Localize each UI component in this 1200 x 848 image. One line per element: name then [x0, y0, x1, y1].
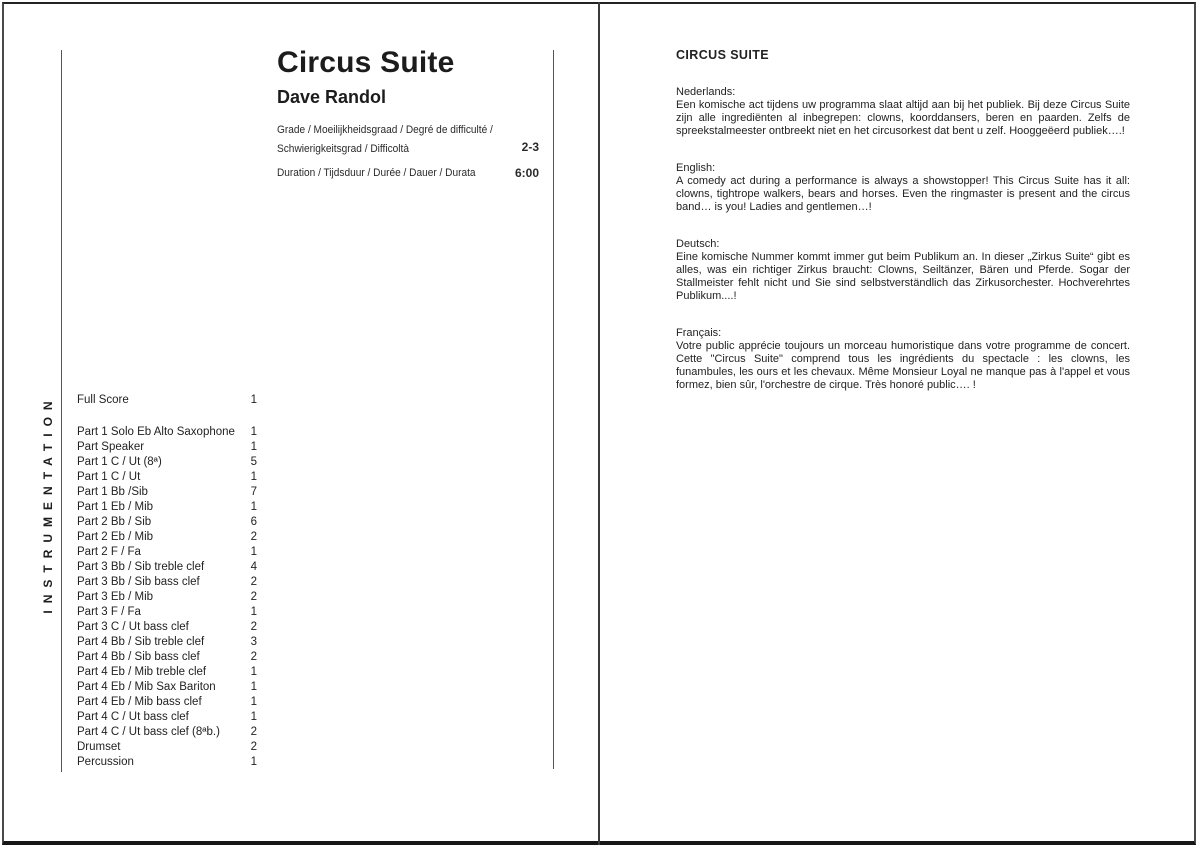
part-name: Part 3 C / Ut bass clef: [77, 621, 189, 633]
part-count: 2: [250, 591, 257, 603]
composer-name: Dave Randol: [277, 87, 387, 107]
language-section: [676, 86, 1130, 138]
language-label: English:: [676, 162, 716, 174]
part-count: 1: [250, 501, 257, 513]
part-row: [77, 605, 257, 620]
part-row: [77, 485, 257, 500]
part-count: 1: [250, 471, 257, 483]
part-count: 1: [250, 546, 257, 558]
part-count: 2: [250, 651, 257, 663]
part-name: Part 2 F / Fa: [77, 546, 141, 558]
part-row: [77, 710, 257, 725]
part-name: Part 4 C / Ut bass clef (8ªb.): [77, 726, 220, 738]
part-name: Percussion: [77, 756, 134, 768]
part-count: 7: [250, 486, 257, 498]
part-name: Part 1 C / Ut (8ª): [77, 456, 162, 468]
part-row: [77, 440, 257, 455]
part-name: Part 3 F / Fa: [77, 606, 141, 618]
part-name: Part 1 Eb / Mib: [77, 501, 154, 513]
part-name: Part 4 Bb / Sib bass clef: [77, 651, 200, 663]
part-name: Part 4 Eb / Mib bass clef: [77, 696, 202, 708]
part-row: [77, 725, 257, 740]
instrumentation-list: [77, 393, 257, 770]
part-row: [77, 530, 257, 545]
parts-rows: [77, 425, 257, 770]
part-row: [77, 455, 257, 470]
grade-value: 2-3: [521, 140, 539, 154]
part-name: Part 4 Bb / Sib treble clef: [77, 636, 205, 648]
notes-heading: CIRCUS SUITE: [676, 48, 770, 62]
grade-label-line2: Schwierigkeitsgrad / Difficoltà: [277, 143, 409, 155]
left-column-rule: [61, 50, 62, 772]
language-paragraph: Votre public apprécie toujours un morceau humoristique dans votre programme de concert. Cette "Circus Suite" comprend tous les ingrédients du spectacle : les clowns, les funambules, les ours et les chevaux. Même Monsieur Loyal ne manque pas à l'appel et vous formez, bien sûr, l'orchestre de cirque. Très honoré public…. !: [676, 340, 1130, 391]
part-name: Part 1 Bb /Sib: [77, 486, 148, 498]
part-count: 1: [250, 711, 257, 723]
part-row: [77, 575, 257, 590]
part-row: [77, 635, 257, 650]
language-label: Deutsch:: [676, 238, 720, 250]
right-column-rule: [553, 50, 554, 769]
part-name: Part 1 Solo Eb Alto Saxophone: [77, 426, 235, 438]
part-name: Part 3 Bb / Sib treble clef: [77, 561, 205, 573]
part-name: Part 4 Eb / Mib Sax Bariton: [77, 681, 216, 693]
language-label: Français:: [676, 327, 722, 339]
language-section: [676, 238, 1130, 303]
part-name: Part Speaker: [77, 441, 145, 453]
part-name: Drumset: [77, 741, 121, 753]
part-name: Part 2 Bb / Sib: [77, 516, 152, 528]
language-label: Nederlands:: [676, 86, 736, 98]
language-section: [676, 162, 1130, 214]
part-row: [77, 590, 257, 605]
part-count: 1: [250, 394, 257, 406]
grade-row: [277, 121, 539, 159]
part-name: Part 3 Eb / Mib: [77, 591, 154, 603]
duration-value: 6:00: [514, 166, 539, 180]
part-count: 2: [250, 576, 257, 588]
part-name: Part 1 C / Ut: [77, 471, 141, 483]
duration-row: [277, 166, 539, 181]
part-row: [77, 500, 257, 515]
language-paragraph: A comedy act during a performance is always a showstopper! This Circus Suite has it all: clowns, tightrope walkers, bears and horses. Even the ringmaster is present and the circus band… is you! Ladies and gentlemen…!: [676, 175, 1130, 213]
part-row: [77, 545, 257, 560]
page-title: Circus Suite: [277, 46, 455, 79]
part-count: 2: [250, 531, 257, 543]
page-divider: [598, 2, 600, 845]
part-count: 1: [250, 606, 257, 618]
part-count: 1: [250, 666, 257, 678]
part-count: 3: [250, 636, 257, 648]
part-row: [77, 650, 257, 665]
part-row: [77, 620, 257, 635]
part-name: Full Score: [77, 394, 129, 406]
part-count: 2: [250, 726, 257, 738]
part-row: [77, 680, 257, 695]
part-count: 1: [250, 696, 257, 708]
part-name: Part 2 Eb / Mib: [77, 531, 154, 543]
instrumentation-heading: INSTRUMENTATION: [41, 394, 55, 614]
part-count: 2: [250, 621, 257, 633]
part-row: [77, 755, 257, 770]
part-count: 1: [250, 681, 257, 693]
part-name: Part 3 Bb / Sib bass clef: [77, 576, 200, 588]
part-count: 2: [250, 741, 257, 753]
part-count: 4: [250, 561, 257, 573]
duration-label: Duration / Tijdsduur / Durée / Dauer / Durata: [277, 167, 476, 179]
part-name: Part 4 C / Ut bass clef: [77, 711, 189, 723]
part-count: 1: [250, 441, 257, 453]
part-row: [77, 665, 257, 680]
part-row: [77, 740, 257, 755]
part-row: [77, 515, 257, 530]
language-paragraph: Een komische act tijdens uw programma slaat altijd aan bij het publiek. Bij deze Circus Suite zijn alle ingrediënten al inbegrepen: clowns, koorddansers, beren en paarden. Zelfs de spreekstalmeester ontbreekt niet en het circusorkest dat bent u zelf. Hooggeëerd publiek….!: [676, 99, 1130, 137]
part-row: [77, 470, 257, 485]
part-name: Part 4 Eb / Mib treble clef: [77, 666, 207, 678]
part-count: 1: [250, 756, 257, 768]
part-row: [77, 425, 257, 440]
language-sections: [676, 86, 1130, 392]
title-block: [277, 46, 539, 181]
full-score-row: [77, 393, 257, 408]
part-count: 5: [250, 456, 257, 468]
program-notes: [676, 48, 1130, 392]
part-row: [77, 560, 257, 575]
part-row: [77, 695, 257, 710]
part-count: 6: [250, 516, 257, 528]
language-paragraph: Eine komische Nummer kommt immer gut beim Publikum an. In dieser „Zirkus Suite“ gibt es alles, was ein richtiger Zirkus braucht: Clowns, Seiltänzer, Bären und Pferde. Sogar der Stallmeister fehlt nicht und Sie sind selbstverständlich das Zirkusorchester. Hochverehrtes Publikum....!: [676, 251, 1130, 302]
grade-label-line1: Grade / Moeilijkheidsgraad / Degré de difficulté /: [277, 124, 493, 136]
language-section: [676, 327, 1130, 392]
part-count: 1: [250, 426, 257, 438]
